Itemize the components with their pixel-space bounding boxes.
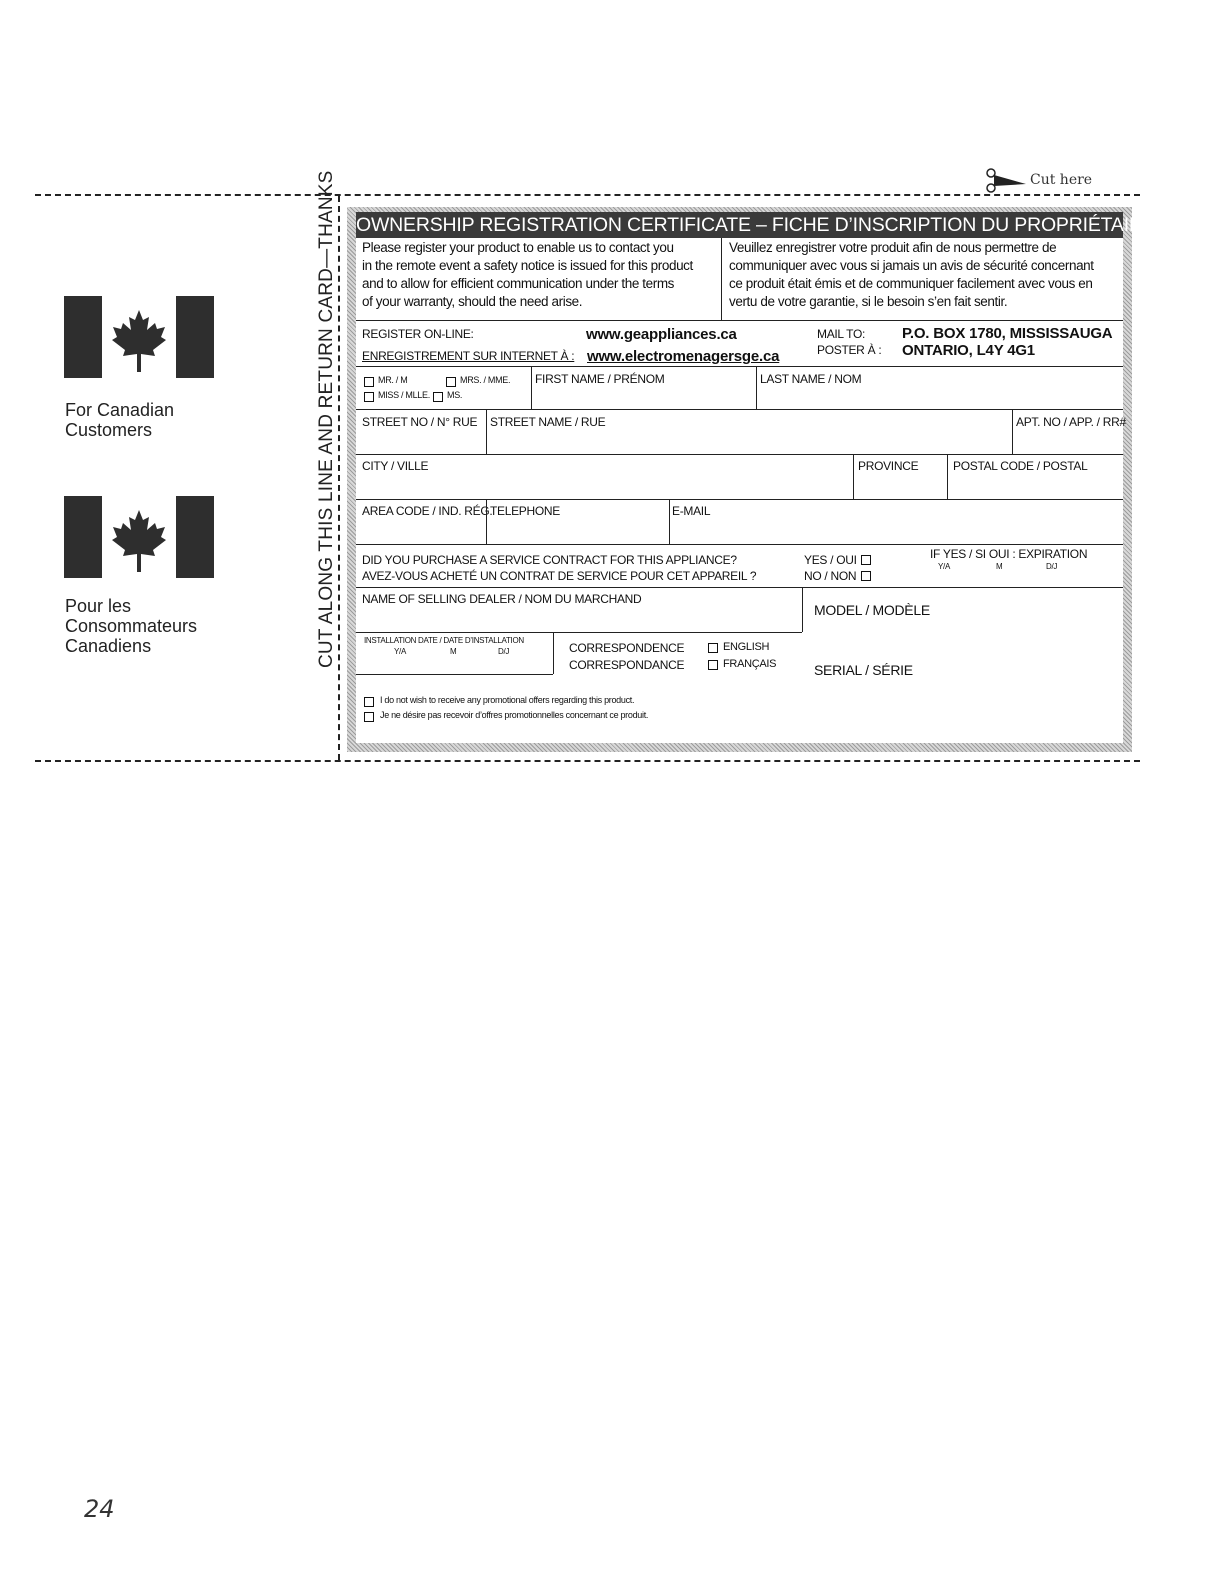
scissors-icon [986, 168, 1028, 194]
dealer-field[interactable]: NAME OF SELLING DEALER / NOM DU MARCHAND [362, 592, 642, 606]
title-miss: MISS / MLLE. [378, 390, 430, 400]
canadian-flag-icon [64, 496, 214, 578]
expiration-label: IF YES / SI OUI : EXPIRATION [930, 547, 1088, 561]
top-cut-line [35, 194, 1140, 196]
correspondence-label: CORRESPONDENCE [569, 641, 685, 655]
expiration-month: M [996, 562, 1003, 571]
intro-english: Please register your product to enable us to contact you in the remote event a safety notice is issued for this product and to allow for efficient communication under the terms of your warranty, should the need arise. [362, 240, 693, 309]
mrs-checkbox[interactable] [446, 377, 456, 387]
install-date-field[interactable]: INSTALLATION DATE / DATE D’INSTALLATION [364, 636, 524, 645]
register-fr-url[interactable]: www.electromenagersge.ca [587, 348, 780, 365]
address-line1: P.O. BOX 1780, MISSISSAUGA [902, 325, 1113, 342]
expiration-year: Y/A [938, 562, 950, 571]
telephone-field[interactable]: TELEPHONE [490, 504, 560, 518]
french-caption: Pour les Consommateurs Canadiens [65, 596, 198, 656]
province-field[interactable]: PROVINCE [858, 459, 919, 473]
poster-a-label: POSTER À : [817, 343, 882, 357]
title-mrs: MRS. / MME. [460, 375, 511, 385]
miss-checkbox[interactable] [364, 392, 374, 402]
correspondance-label: CORRESPONDANCE [569, 658, 685, 672]
english-caption: For Canadian Customers [65, 400, 175, 440]
bottom-cut-line [35, 760, 1140, 762]
title-ms: MS. [447, 390, 463, 400]
service-question-en: DID YOU PURCHASE A SERVICE CONTRACT FOR THIS APPLIANCE? [362, 553, 737, 567]
vertical-cut-line [338, 196, 340, 760]
card-body [356, 238, 1126, 743]
last-name-field[interactable]: LAST NAME / NOM [760, 372, 862, 386]
postal-code-field[interactable]: POSTAL CODE / POSTAL [953, 459, 1088, 473]
address-line2: ONTARIO, L4Y 4G1 [902, 342, 1035, 359]
page-number: 24 [84, 1495, 115, 1523]
optout-en-label: I do not wish to receive any promotional offers regarding this product. [380, 695, 635, 705]
francais-checkbox[interactable] [708, 660, 718, 670]
canadian-flag-icon [64, 296, 214, 378]
model-field[interactable]: MODEL / MODÈLE [814, 602, 930, 618]
apt-no-field[interactable]: APT. NO / APP. / RR# [1016, 415, 1126, 429]
optout-fr-checkbox[interactable] [364, 712, 374, 722]
optout-fr-label: Je ne désire pas recevoir d’offres promotionnelles concernant ce produit. [380, 710, 649, 720]
street-no-field[interactable]: STREET NO / N° RUE [362, 415, 478, 429]
ms-checkbox[interactable] [433, 392, 443, 402]
title-mr: MR. / M [378, 375, 408, 385]
cut-here-marker [986, 168, 1126, 194]
install-day: D/J [498, 647, 510, 656]
register-fr-label: ENREGISTREMENT SUR INTERNET À : [362, 349, 575, 363]
area-code-field[interactable]: AREA CODE / IND. RÉG. [362, 504, 493, 518]
city-field[interactable]: CITY / VILLE [362, 459, 429, 473]
mail-to-label: MAIL TO: [817, 327, 866, 341]
mr-checkbox[interactable] [364, 377, 374, 387]
intro-french: Veuillez enregistrer votre produit afin de nous permettre de communiquer avec vous si jamais un avis de sécurité concernant ce produit était émis et de communiquer facilement avec vous en vertu de votre garantie, si le besoin s’en fait sentir. [729, 240, 1094, 309]
serial-field[interactable]: SERIAL / SÉRIE [814, 662, 913, 678]
yes-checkbox[interactable] [861, 555, 871, 565]
install-month: M [450, 647, 457, 656]
optout-en-checkbox[interactable] [364, 697, 374, 707]
street-name-field[interactable]: STREET NAME / RUE [490, 415, 606, 429]
registration-card [347, 207, 1156, 752]
card-header: OWNERSHIP REGISTRATION CERTIFICATE – FICHE D’INSCRIPTION DU PROPRIÉTAIRE [356, 214, 1156, 236]
cut-here-label: Cut here [1030, 172, 1093, 188]
email-field[interactable]: E-MAIL [672, 504, 711, 518]
install-year: Y/A [394, 647, 406, 656]
no-label: NO / NON [804, 569, 857, 583]
english-checkbox[interactable] [708, 643, 718, 653]
yes-label: YES / OUI [804, 553, 857, 567]
expiration-day: D/J [1046, 562, 1058, 571]
first-name-field[interactable]: FIRST NAME / PRÉNOM [535, 372, 665, 386]
register-online-label: REGISTER ON-LINE: [362, 327, 474, 341]
service-question-fr: AVEZ-VOUS ACHETÉ UN CONTRAT DE SERVICE POUR CET APPAREIL ? [362, 569, 757, 583]
cut-instruction: CUT ALONG THIS LINE AND RETURN CARD—THANKS [316, 170, 337, 668]
english-label: ENGLISH [723, 641, 770, 653]
register-online-url[interactable]: www.geappliances.ca [586, 326, 737, 343]
no-checkbox[interactable] [861, 571, 871, 581]
francais-label: FRANÇAIS [723, 658, 777, 670]
